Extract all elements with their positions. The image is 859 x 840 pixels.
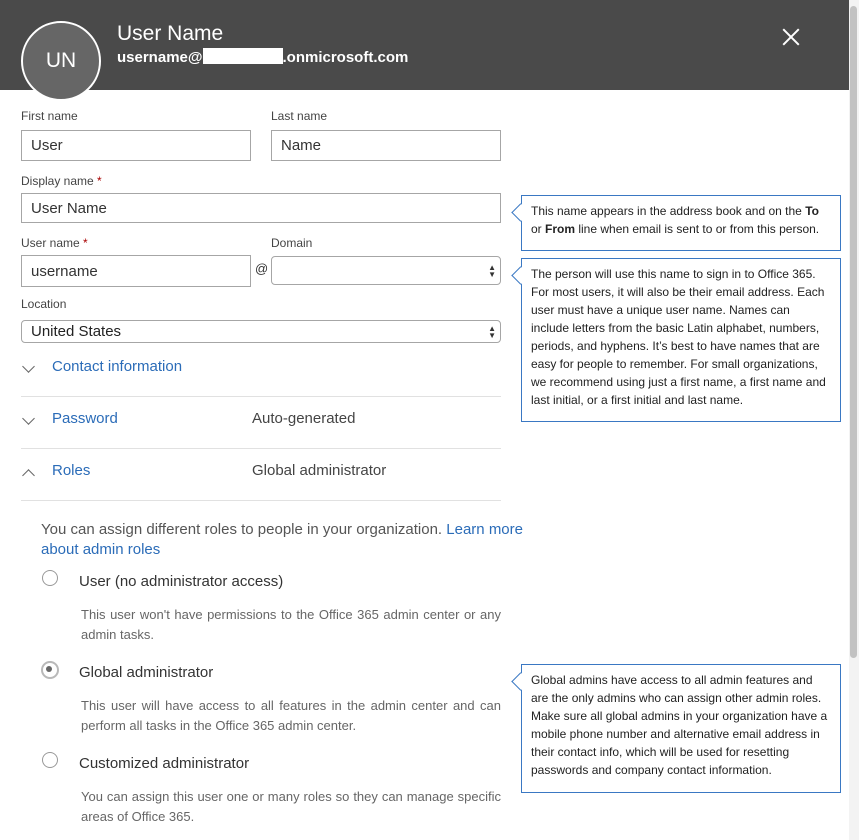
last-name-label: Last name	[271, 109, 328, 123]
user-name-input[interactable]: username	[21, 255, 251, 287]
user-email	[117, 48, 408, 66]
learn-more-link[interactable]: Learn more about admin roles	[41, 521, 523, 558]
up-down-arrows-icon: ▲ ▼	[488, 262, 496, 279]
at-sign: @	[255, 261, 269, 276]
radio-customized-admin[interactable]	[42, 752, 58, 768]
first-name-input[interactable]: User	[21, 130, 251, 161]
tip-text-pre: This name appears in the address book and on the	[531, 204, 806, 218]
user-name-tooltip: The person will use this name to sign in to Office 365. For most users, it will also be their email address. Each user must have a unique user name. Names can include letters from the basic Latin alphabet, numbers, periods, and hyphens. It’s best to have names that are easy for people to remember. For small organizations, we recommend using just a first name, a first name and last initial, or a first initial and last name.	[521, 258, 841, 422]
contact-information-section[interactable]	[21, 344, 501, 397]
option-customized-admin-title[interactable]: Customized administrator	[79, 755, 250, 772]
avatar-initials: UN	[45, 49, 77, 72]
required-asterisk: *	[97, 174, 102, 188]
radio-global-admin[interactable]	[41, 661, 59, 679]
display-name-label	[21, 174, 102, 188]
global-admin-tooltip: Global admins have access to all admin features and are the only admins who can assign other admin roles. Make sure all global admins in your organization have a mobile phone number and alternative email address in their contact info, which will be used for resetting passwords and company contact information.	[521, 664, 841, 793]
roles-title[interactable]: Roles	[52, 462, 91, 479]
close-icon[interactable]	[780, 26, 802, 48]
required-asterisk: *	[83, 236, 88, 250]
roles-intro-text: You can assign different roles to people in your organization.	[41, 521, 443, 538]
domain-select[interactable]	[271, 256, 501, 285]
panel-header	[0, 0, 849, 90]
location-select[interactable]	[21, 320, 501, 343]
option-global-admin-desc: This user will have access to all features in the admin center and can perform all tasks in the Office 365 admin center.	[81, 698, 501, 733]
user-name-label-text: User name	[21, 236, 80, 250]
chevron-down-icon	[22, 360, 35, 373]
radio-user[interactable]	[42, 570, 58, 586]
avatar	[21, 21, 101, 101]
user-name-label	[21, 236, 88, 250]
chevron-down-icon	[22, 412, 35, 425]
tip-text-mid: or	[531, 222, 546, 236]
option-user-title[interactable]: User (no administrator access)	[79, 573, 284, 590]
chevron-up-icon	[22, 469, 35, 482]
display-name-input[interactable]: User Name	[21, 193, 501, 223]
tip-text-post: line when email is sent to or from this person.	[575, 222, 820, 236]
tip-bold-from: From	[545, 222, 576, 236]
password-title[interactable]: Password	[52, 410, 118, 427]
location-label: Location	[21, 297, 67, 311]
roles-intro	[41, 520, 531, 560]
display-name-label-text: Display name	[21, 174, 94, 188]
roles-value: Global administrator	[252, 462, 387, 479]
option-customized-admin-desc: You can assign this user one or many roles so they can manage specific areas of Office 365.	[81, 789, 501, 824]
password-value: Auto-generated	[252, 410, 356, 427]
redacted-domain	[203, 48, 283, 64]
password-section[interactable]	[21, 396, 501, 449]
roles-section[interactable]	[21, 448, 501, 501]
email-suffix: .onmicrosoft.com	[282, 49, 409, 66]
option-user-desc: This user won't have permissions to the Office 365 admin center or any admin tasks.	[81, 607, 501, 642]
scrollbar-thumb[interactable]	[850, 6, 857, 658]
user-display-name: User Name	[117, 22, 224, 45]
domain-label: Domain	[271, 236, 313, 250]
first-name-label: First name	[21, 109, 78, 123]
location-value: United States	[31, 323, 122, 340]
email-prefix: username@	[117, 49, 203, 66]
last-name-input[interactable]: Name	[271, 130, 501, 161]
tip-bold-to: To	[805, 204, 819, 218]
up-down-arrows-icon: ▲ ▼	[488, 323, 496, 340]
option-global-admin-title[interactable]: Global administrator	[79, 664, 214, 681]
display-name-tooltip	[521, 195, 841, 251]
contact-information-title[interactable]: Contact information	[52, 358, 183, 375]
